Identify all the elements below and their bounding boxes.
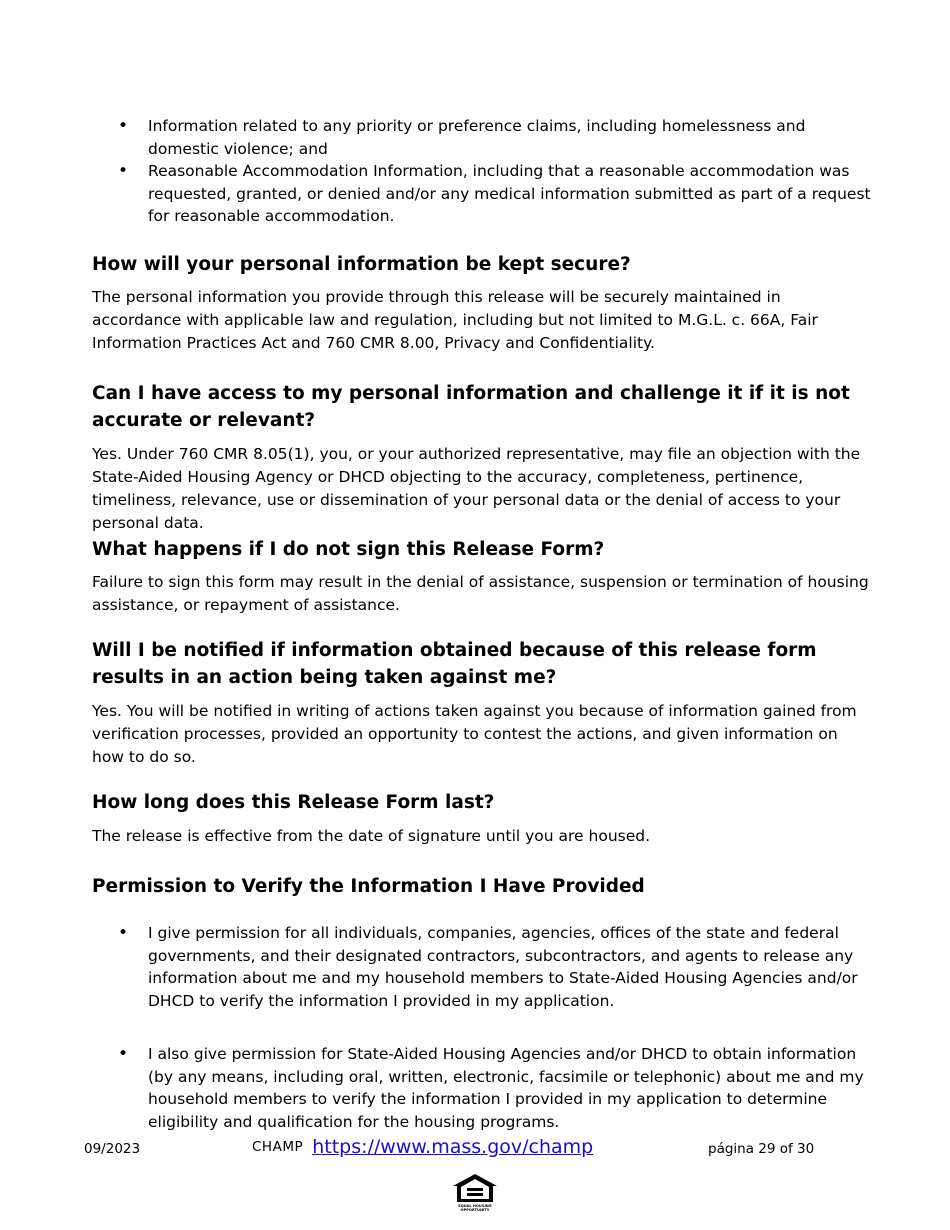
top-bullet-list	[118, 115, 873, 228]
section-heading-permission: Permission to Verify the Information I Have Provided	[92, 876, 645, 897]
footer-date: 09/2023	[84, 1141, 141, 1157]
section-body-notified: Yes. You will be notified in writing of actions taken against you because of information gained from verification processes, provided an opportunity to contest the actions, and given information on how to do so.	[92, 702, 857, 766]
section-body-secure: The personal information you provide through this release will be securely maintained in accordance with applicable law and regulation, including but not limited to M.G.L. c. 66A, Fair Information Practices Act and 760 CMR 8.00, Privacy and Confidentiality.	[92, 288, 818, 352]
section-heading-duration: How long does this Release Form last?	[92, 792, 495, 813]
list-item: • I give permission for all individuals, companies, agencies, offices of the state and federal governments, and their designated contractors, subcontractors, and agents to release any information about me and my household members to State-Aided Housing Agencies and/or DHCD to verify the information I provided in my application.	[118, 922, 873, 1012]
list-item: • I also give permission for State-Aided Housing Agencies and/or DHCD to obtain information (by any means, including oral, written, electronic, facsimile or telephonic) about me and my household members to verify the information I provided in my application to determine eligibility and qualification for the housing programs.	[118, 1043, 873, 1133]
section-heading-notified: Will I be notified if information obtained because of this release form results in an action being taken against me?	[92, 640, 817, 688]
section-body-access: Yes. Under 760 CMR 8.05(1), you, or your authorized representative, may file an objection with the State-Aided Housing Agency or DHCD objecting to the accuracy, completeness, pertinence, timeliness, relevance, use or dissemination of your personal data or the denial of access to your personal data.	[92, 445, 861, 532]
section-body-not-sign: Failure to sign this form may result in the denial of assistance, suspension or termination of housing assistance, or repayment of assistance.	[92, 573, 869, 614]
section-heading-not-sign: What happens if I do not sign this Release Form?	[92, 539, 605, 560]
section-body-duration: The release is effective from the date of signature until you are housed.	[92, 827, 651, 845]
section-heading-access: Can I have access to my personal information and challenge it if it is not accurate or relevant?	[92, 383, 850, 431]
permission-bullet-list-2	[118, 1043, 873, 1133]
logo-text-line-1: EQUAL HOUSING	[458, 1204, 492, 1208]
logo-text-line-2: OPPORTUNITY	[460, 1208, 490, 1212]
footer-program-label: CHAMP	[252, 1139, 304, 1155]
permission-bullet-list	[118, 922, 873, 1012]
page-number: página 29 of 30	[708, 1141, 815, 1157]
champ-link[interactable]: https://www.mass.gov/champ	[312, 1136, 594, 1158]
equal-housing-opportunity-icon	[451, 1172, 499, 1212]
footer-program	[252, 1136, 593, 1158]
list-item: • Information related to any priority or preference claims, including homelessness and domestic violence; and	[118, 115, 873, 160]
section-heading-secure: How will your personal information be kept secure?	[92, 254, 631, 275]
list-item: • Reasonable Accommodation Information, including that a reasonable accommodation was requested, granted, or denied and/or any medical information submitted as part of a request for reasonable accommodation.	[118, 160, 873, 228]
